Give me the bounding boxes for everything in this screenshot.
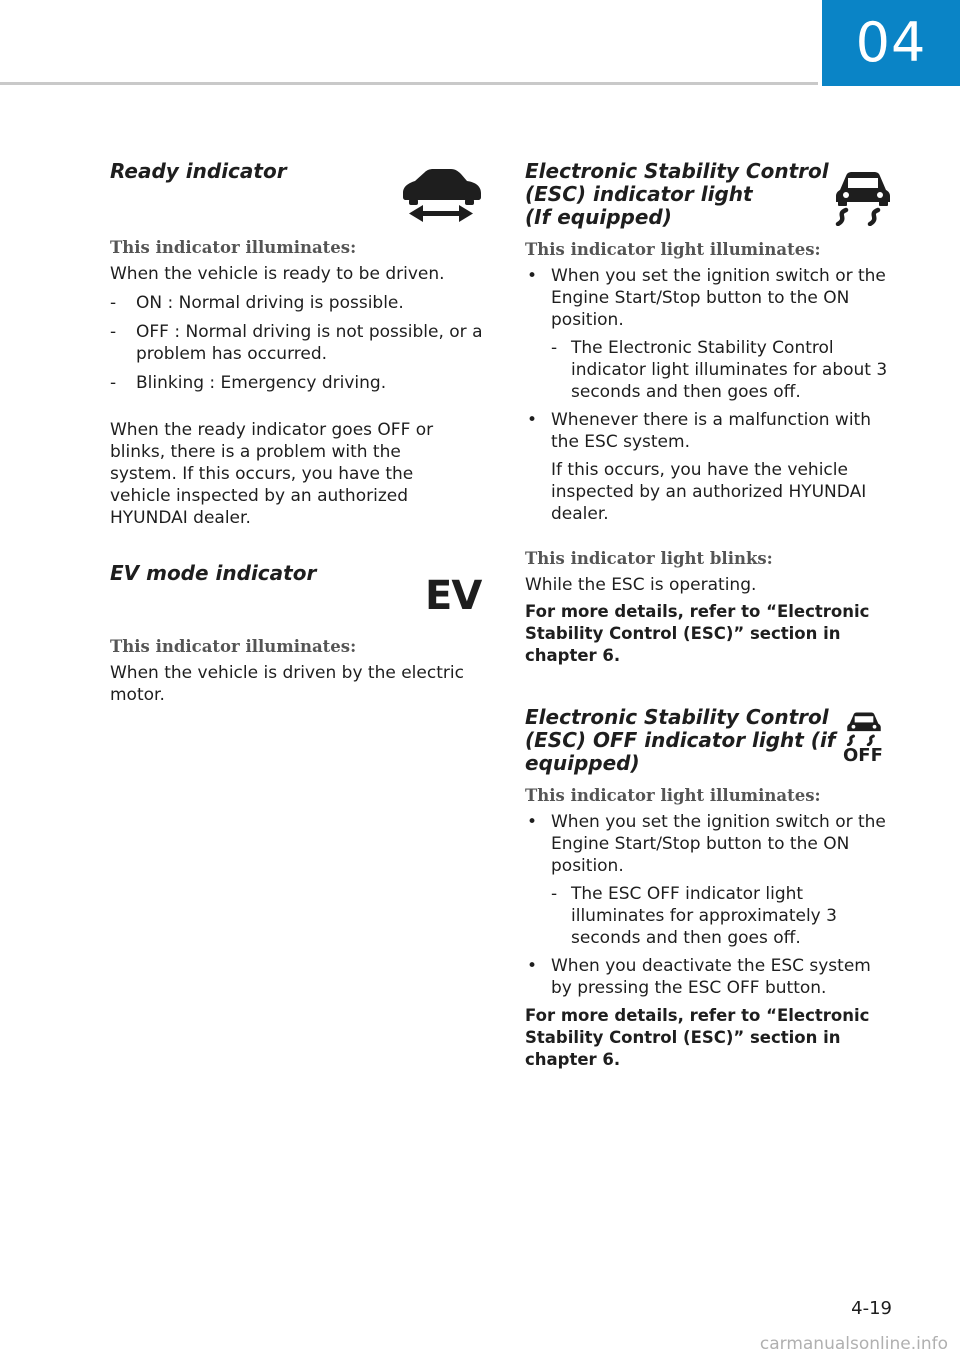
ev-subhead: This indicator illuminates: <box>110 637 357 656</box>
esc-off-heading: Electronic Stability Control (ESC) OFF indicator light (if equipped) <box>525 705 836 775</box>
ready-subhead: This indicator illuminates: <box>110 238 357 257</box>
ready-indicator-heading: Ready indicator <box>110 159 287 183</box>
ready-intro: When the vehicle is ready to be driven. <box>110 264 445 284</box>
ready-car-arrows-icon <box>395 166 487 228</box>
esc-off-subhead: This indicator light illuminates: <box>525 786 821 805</box>
esc-bullet-followup: If this occurs, you have the vehicle inspected by an authorized HYUNDAI dealer. <box>551 460 867 524</box>
ev-mode-heading: EV mode indicator <box>110 561 317 585</box>
header-rule <box>0 82 818 85</box>
ready-dash-item: - ON : Normal driving is possible. <box>110 293 404 313</box>
ev-mode-section <box>110 562 490 706</box>
esc-skid-car-icon <box>830 168 896 226</box>
esc-reference: For more details, refer to “Electronic Stability Control (ESC)” section in chapter 6. <box>525 602 870 665</box>
esc-subhead-blinks: This indicator light blinks: <box>525 549 773 568</box>
chapter-tab: 04 <box>822 0 960 86</box>
esc-heading: Electronic Stability Control (ESC) indicator light (If equipped) <box>525 159 829 229</box>
ready-indicator-section <box>110 160 490 529</box>
esc-indicator-section <box>525 160 895 667</box>
esc-off-reference: For more details, refer to “Electronic Stability Control (ESC)” section in chapter 6. <box>525 1006 870 1069</box>
esc-off-bullet: • When you deactivate the ESC system by pressing the ESC OFF button. <box>527 956 871 998</box>
ready-dash-item: - Blinking : Emergency driving. <box>110 373 387 393</box>
watermark: carmanualsonline.info <box>759 1334 948 1354</box>
esc-off-subdash: - The ESC OFF indicator light illuminates for approximately 3 seconds and then goes off. <box>551 884 837 948</box>
esc-bullet: • When you set the ignition switch or the Engine Start/Stop button to the ON position. <box>527 266 886 330</box>
page-number: 4-19 <box>851 1298 892 1319</box>
ev-text: When the vehicle is driven by the electric motor. <box>110 663 464 705</box>
esc-subdash: - The Electronic Stability Control indicator light illuminates for about 3 seconds and then goes off. <box>551 338 888 402</box>
esc-blink-text: While the ESC is operating. <box>525 575 757 595</box>
esc-off-indicator-section <box>525 706 895 1071</box>
ready-dash-item: - OFF : Normal driving is not possible, or a problem has occurred. <box>110 322 483 364</box>
esc-off-icon-label: OFF <box>843 745 883 766</box>
ev-icon: EV <box>425 573 482 619</box>
esc-off-bullet: • When you set the ignition switch or the Engine Start/Stop button to the ON position. <box>527 812 886 876</box>
ready-note: When the ready indicator goes OFF or blinks, there is a problem with the system. If this occurs, you have the vehicle inspected by an authorized HYUNDAI dealer. <box>110 420 434 528</box>
esc-off-skid-car-icon <box>843 710 885 746</box>
esc-bullet: • Whenever there is a malfunction with the ESC system. <box>527 410 871 452</box>
esc-subhead-illuminates: This indicator light illuminates: <box>525 240 821 259</box>
